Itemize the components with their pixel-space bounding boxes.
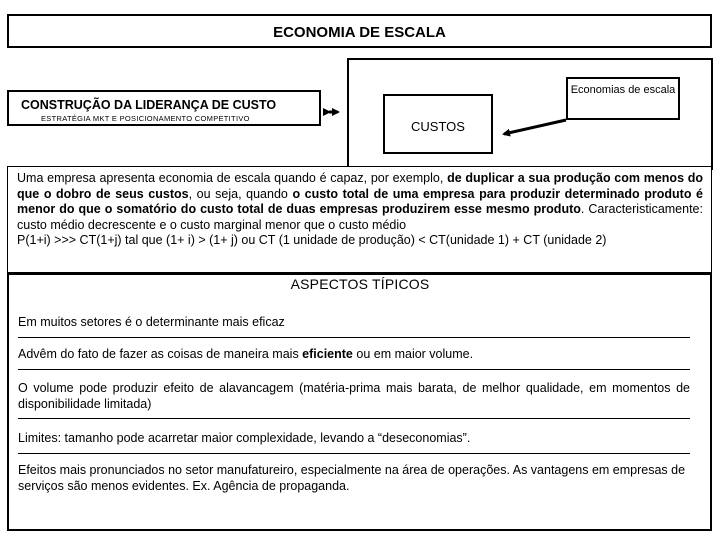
- definition-paragraph: [7, 166, 712, 273]
- aspect-item-2-bold: eficiente: [302, 347, 353, 361]
- aspect-item-2: [18, 347, 690, 370]
- paragraph-text-3: . Caracteristicamente: custo médio decrescente e o custo marginal menor que o custo médio: [17, 202, 703, 232]
- construction-heading: CONSTRUÇÃO DA LIDERANÇA DE CUSTO: [21, 98, 277, 112]
- costs-box: [383, 94, 493, 154]
- economies-label: Economias de escala: [570, 84, 676, 96]
- aspect-item-4-text: Limites: tamanho pode acarretar maior complexidade, levando a “deseconomias”.: [18, 431, 471, 445]
- aspect-item-1-text: Em muitos setores é o determinante mais eficaz: [18, 315, 285, 329]
- aspect-item-2-tail: ou em maior volume.: [352, 347, 474, 361]
- economies-box: [566, 77, 680, 120]
- aspect-item-5: [18, 463, 690, 494]
- aspect-item-5-text: Efeitos mais pronunciados no setor manufatureiro, especialmente na área de operações. As vantagens em empresas de serviços são menos evidentes. Ex. Agência de propaganda.: [18, 463, 686, 493]
- title-box: [7, 14, 712, 48]
- paragraph-bold-2: o custo total de uma empresa para produzir determinado produto é menor do que o somatório do custo total de duas empresas produzirem esse mesmo produto: [17, 186, 703, 216]
- aspect-item-3-text: O volume pode produzir efeito de alavancagem (matéria-prima mais barata, de melhor qualidade, em momentos de disponibilidade limitada): [18, 381, 690, 411]
- paragraph-text-2: , ou seja, quando: [188, 186, 293, 201]
- aspects-box: [7, 273, 712, 531]
- paragraph-bold-1: de duplicar a sua produção com menos do que o dobro de seus custos: [17, 171, 704, 201]
- costs-label: CUSTOS: [411, 119, 465, 134]
- page-title: ECONOMIA DE ESCALA: [273, 24, 446, 41]
- formula: P(1+i) >>> CT(1+j) tal que (1+ i) > (1+ j) ou CT (1 unidade de produção) < CT(unidade 1) + CT (unidade 2): [17, 233, 607, 247]
- construction-box: [7, 90, 321, 126]
- paragraph-text-1: Uma empresa apresenta economia de escala quando é capaz, por exemplo,: [17, 171, 448, 185]
- aspect-item-1: [18, 315, 690, 338]
- aspect-item-2-text: Advêm do fato de fazer as coisas de maneira mais: [18, 347, 303, 361]
- aspects-title: ASPECTOS TÍPICOS: [290, 276, 430, 292]
- aspect-item-3: [18, 381, 690, 419]
- aspect-item-4: [18, 431, 690, 454]
- construction-subheading: ESTRATÉGIA MKT E POSICIONAMENTO COMPETITIVO: [41, 114, 250, 123]
